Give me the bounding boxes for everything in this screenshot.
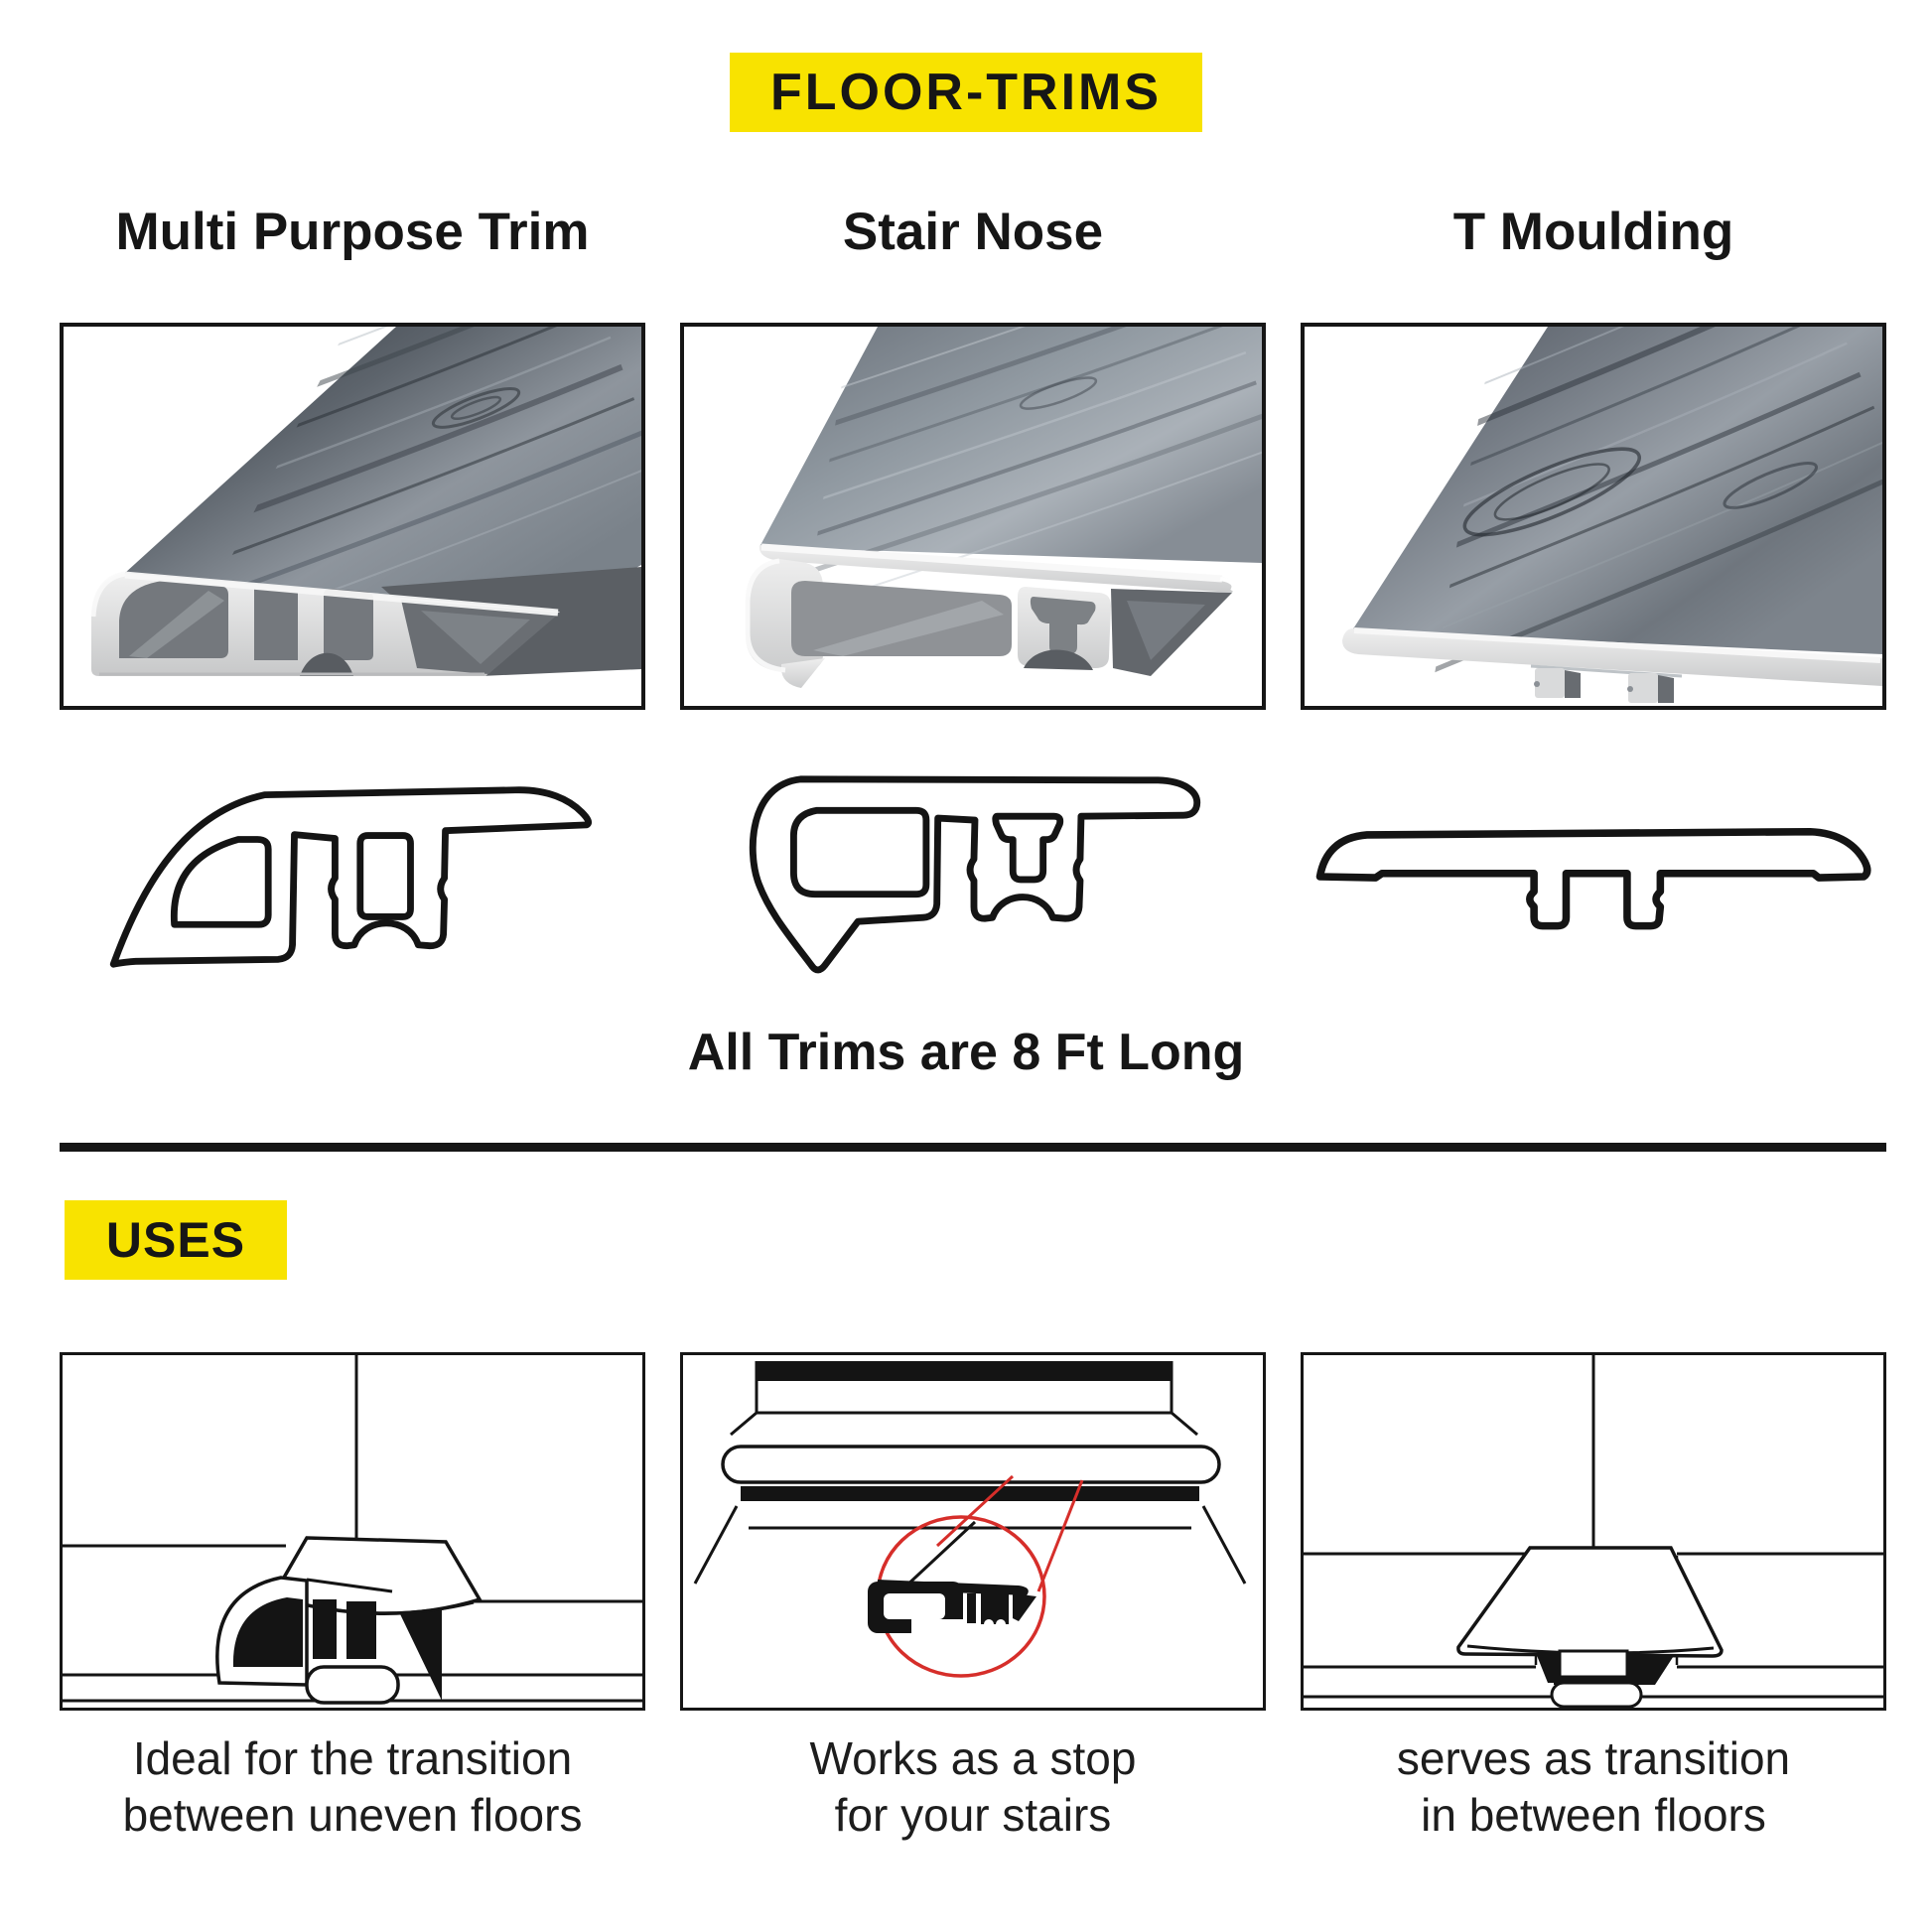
trim-headings-row bbox=[60, 197, 1886, 266]
t-moulding-drawing-cell bbox=[1301, 753, 1886, 1001]
multi-purpose-trim-profile-drawing bbox=[104, 781, 601, 973]
between-floors-use-box bbox=[1301, 1352, 1886, 1711]
caption-line: serves as transition bbox=[1396, 1732, 1791, 1784]
trim-name-t-moulding: T Moulding bbox=[1452, 202, 1734, 261]
stair-nose-photo bbox=[684, 327, 1262, 706]
title-row bbox=[0, 53, 1932, 132]
uneven-floor-transition-illustration bbox=[63, 1355, 642, 1708]
stair-nose-drawing-cell bbox=[680, 753, 1266, 1001]
multi-purpose-trim-drawing-cell bbox=[60, 753, 645, 1001]
stair-stop-caption bbox=[680, 1730, 1266, 1844]
caption-line: in between floors bbox=[1421, 1789, 1766, 1841]
stair-stop-use-box bbox=[680, 1352, 1266, 1711]
stair-nose-profile-drawing bbox=[740, 771, 1206, 982]
stair-nose-photo-box bbox=[680, 323, 1266, 710]
between-floors-caption bbox=[1301, 1730, 1886, 1844]
length-note: All Trims are 8 Ft Long bbox=[687, 1024, 1245, 1081]
t-moulding-profile-drawing bbox=[1313, 822, 1874, 931]
uneven-floor-use-box bbox=[60, 1352, 645, 1711]
caption-line: between uneven floors bbox=[122, 1789, 583, 1841]
uneven-floor-caption bbox=[60, 1730, 645, 1844]
caption-line: Works as a stop bbox=[809, 1732, 1137, 1784]
multi-purpose-trim-photo bbox=[64, 327, 641, 706]
between-floors-transition-illustration bbox=[1304, 1355, 1883, 1708]
trim-photos-row bbox=[60, 323, 1886, 710]
page-title: FLOOR-TRIMS bbox=[730, 53, 1202, 132]
multi-purpose-trim-photo-box bbox=[60, 323, 645, 710]
t-moulding-photo-box bbox=[1301, 323, 1886, 710]
caption-line: for your stairs bbox=[834, 1789, 1112, 1841]
captions-row bbox=[60, 1730, 1886, 1844]
caption-line: Ideal for the transition bbox=[132, 1732, 573, 1784]
t-moulding-photo bbox=[1305, 327, 1882, 706]
section-divider bbox=[60, 1143, 1886, 1152]
trim-drawings-row bbox=[60, 753, 1886, 1001]
uses-label: USES bbox=[65, 1200, 287, 1280]
uses-row bbox=[60, 1352, 1886, 1711]
stair-stop-illustration bbox=[683, 1355, 1263, 1708]
trim-name-stair-nose: Stair Nose bbox=[842, 202, 1104, 261]
trim-name-multi-purpose: Multi Purpose Trim bbox=[115, 202, 590, 261]
